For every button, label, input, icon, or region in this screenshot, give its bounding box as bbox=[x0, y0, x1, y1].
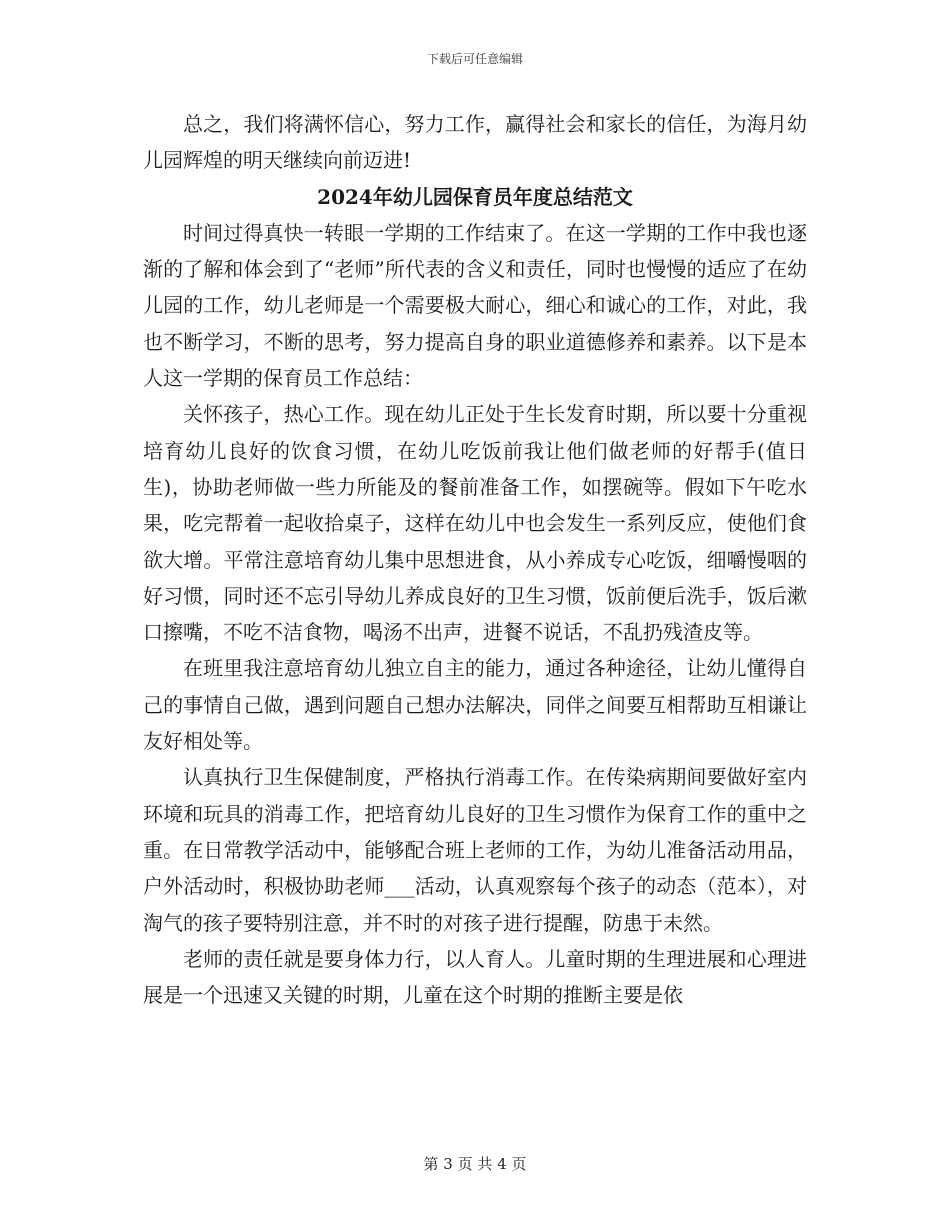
document-title: 2024年幼儿园保育员年度总结范文 bbox=[317, 184, 633, 209]
closing-paragraph: 总之，我们将满怀信心，努力工作，赢得社会和家长的信任，为海月幼儿园辉煌的明天继续向前迈进! bbox=[143, 112, 807, 173]
paragraph-1: 时间过得真快一转眼一学期的工作结束了。在这一学期的工作中我也逐渐的了解和体会到了“老师”所代表的含义和责任，同时也慢慢的适应了在幼儿园的工作，幼儿老师是一个需要极大耐心，细心和诚心的工作，对此，我也不断学习，不断的思考，努力提高自身的职业道德修养和素养。以下是本人这一学期的保育员工作总结： bbox=[143, 220, 807, 391]
paragraph-2: 关怀孩子，热心工作。现在幼儿正处于生长发育时期，所以要十分重视培育幼儿良好的饮食习惯，在幼儿吃饭前我让他们做老师的好帮手(值日生)，协助老师做一些力所能及的餐前准备工作，如摆碗等。假如下午吃水果，吃完帮着一起收拾桌子，这样在幼儿中也会发生一系列反应，使他们食欲大增。平常注意培育幼儿集中思想进食，从小养成专心吃饭，细嚼慢咽的好习惯，同时还不忘引导幼儿养成良好的卫生习惯，饭前便后洗手，饭后漱口擦嘴，不吃不洁食物，喝汤不出声，进餐不说话，不乱扔残渣皮等。 bbox=[143, 402, 807, 645]
paragraph-4: 认真执行卫生保健制度，严格执行消毒工作。在传染病期间要做好室内环境和玩具的消毒工作，把培育幼儿良好的卫生习惯作为保育工作的重中之重。在日常教学活动中，能够配合班上老师的工作，为幼儿准备活动用品，户外活动时，积极协助老师___活动，认真观察每个孩子的动态（范本），对淘气的孩子要特别注意，并不时的对孩子进行提醒，防患于未然。 bbox=[143, 765, 807, 935]
page-header: 下载后可任意编辑 bbox=[426, 52, 523, 66]
paragraph-3: 在班里我注意培育幼儿独立自主的能力，通过各种途径，让幼儿懂得自己的事情自己做，遇到问题自己想办法解决，同伴之间要互相帮助互相谦让友好相处等。 bbox=[143, 656, 807, 754]
paragraph-5: 老师的责任就是要身体力行，以人育人。儿童时期的生理进展和心理进展是一个迅速又关键的时期，儿童在这个时期的推断主要是依 bbox=[143, 946, 807, 1008]
document-body bbox=[143, 106, 807, 1013]
page-footer: 第 3 页 共 4 页 bbox=[423, 1155, 527, 1173]
